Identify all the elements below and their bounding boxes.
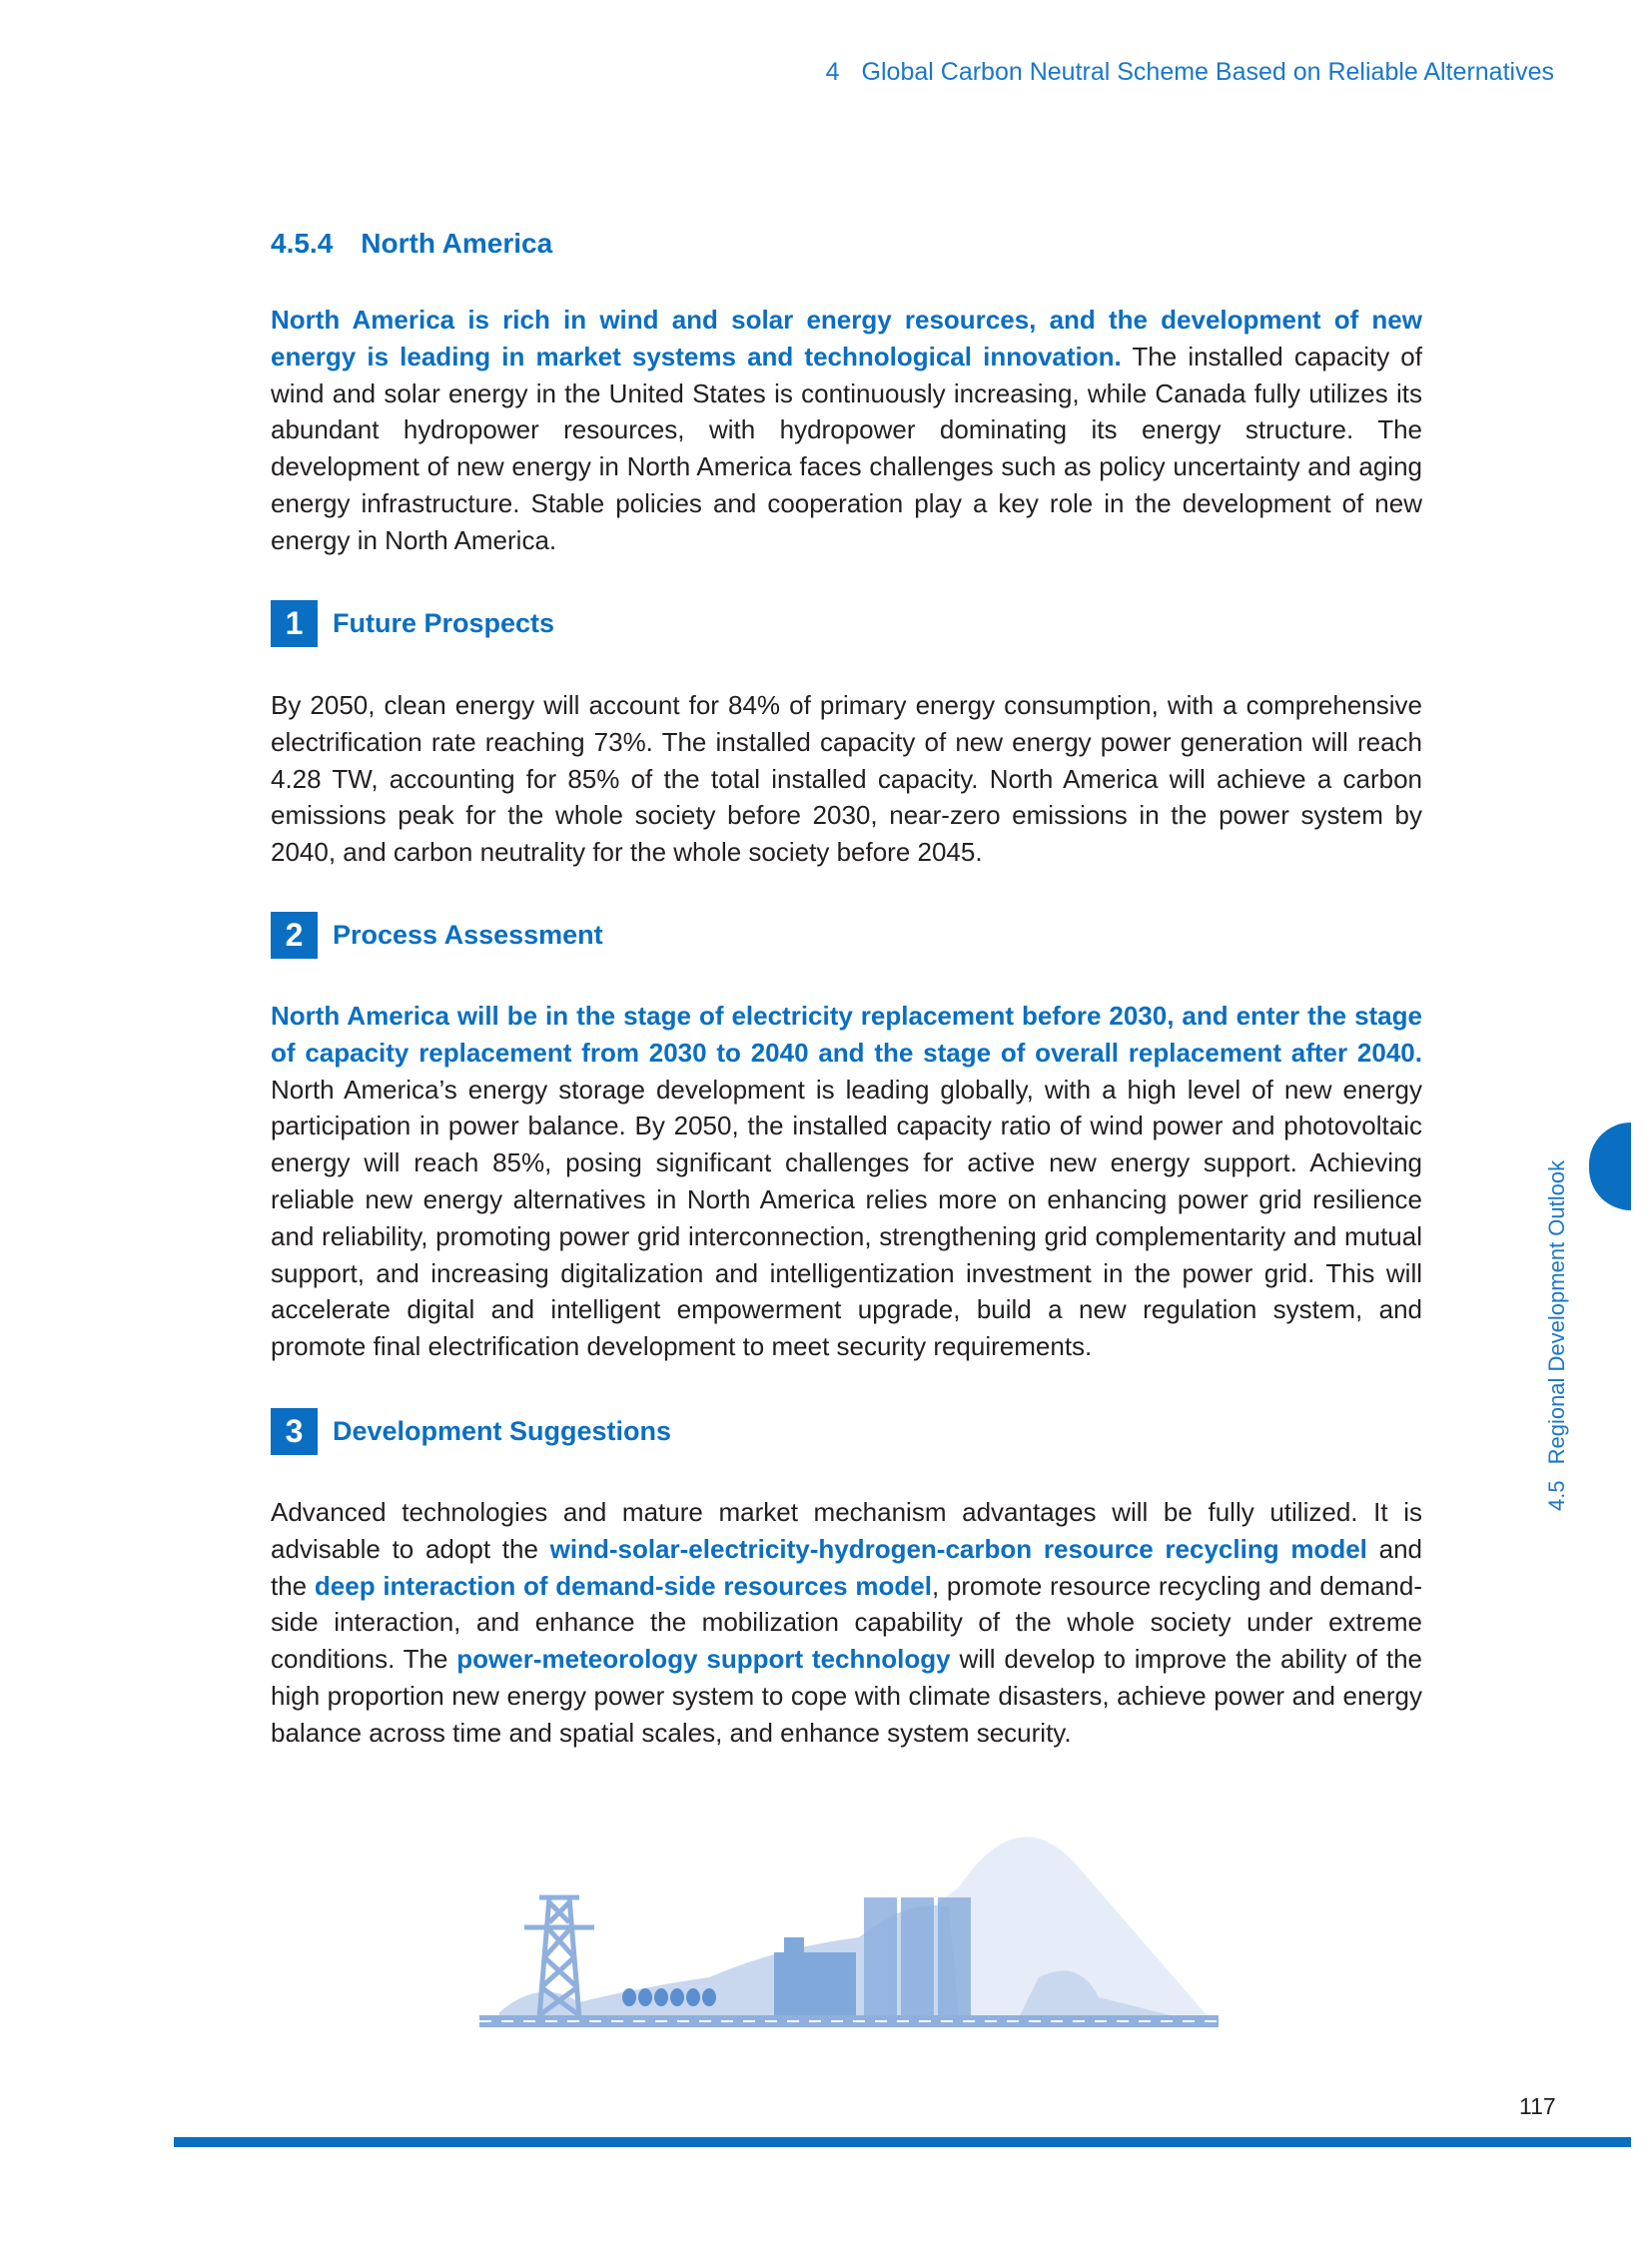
side-section-title: Regional Development Outlook <box>1544 1159 1569 1465</box>
body-text: will develop to improve the ability of the high proportion new energy power system to cope with climate disasters, achieve power and energy balance across time and spatial scales, and enhance system security. <box>271 1644 1422 1748</box>
side-section-number: 4.5 <box>1544 1480 1569 1511</box>
highlight: power-meteorology support technology <box>456 1644 951 1675</box>
subsection-title: Development Suggestions <box>333 1416 672 1446</box>
number-badge: 2 <box>271 912 318 959</box>
subsection-heading-3 <box>271 1408 671 1455</box>
number-badge: 3 <box>271 1408 318 1455</box>
body-text: and the <box>271 1533 1422 1601</box>
section-number: 4.5.4 <box>271 228 334 259</box>
page-number: 117 <box>1519 2093 1556 2119</box>
chapter-tab-marker <box>1589 1122 1631 1210</box>
side-chapter-label <box>1544 1160 1570 1511</box>
subsection-heading-1 <box>271 600 554 647</box>
intro-text: The installed capacity of wind and solar energy in the United States is continuously increasing, while Canada fully utilizes its abundant hydropower resources, with hydropower dominating its energy structure. The development of new energy in North America faces challenges such as policy uncertainty and aging energy infrastructure. Stable policies and cooperation play a key role in the development of new energy in North America. <box>271 341 1422 555</box>
energy-city-illustration <box>479 1828 1219 2027</box>
chapter-title: Global Carbon Neutral Scheme Based on Reliable Alternatives <box>861 58 1554 86</box>
intro-highlight: North America is rich in wind and solar energy resources, and the development of new energy is leading in market systems and technological innovation. <box>271 305 1422 372</box>
section-heading <box>271 228 552 260</box>
skyscrapers <box>864 1897 971 2019</box>
highlight: North America will be in the stage of electricity replacement before 2030, and enter the stage of capacity replacement from 2030 to 2040 and the stage of overall replacement after 2040. <box>271 1001 1422 1068</box>
footer-bar <box>174 2137 1631 2147</box>
subsection-heading-2 <box>271 912 603 959</box>
future-prospects-paragraph: By 2050, clean energy will account for 84% of primary energy consumption, with a comprehensive electrification rate reaching 73%. The installed capacity of new energy power generation will reach 4.28 TW, accounting for 85% of the total installed capacity. North America will achieve a carbon emissions peak for the whole society before 2030, near-zero emissions in the power system by 2040, and carbon neutrality for the whole society before 2045. <box>271 690 1422 868</box>
intro-paragraph <box>271 302 1422 559</box>
highlight: deep interaction of demand-side resources model <box>314 1570 932 1601</box>
body-text: Advanced technologies and mature market mechanism advantages will be fully utilized. It is advisable to adopt the <box>271 1497 1422 1564</box>
body-text: , promote resource recycling and demand-side interaction, and enhance the mobilization capability of the whole society under extreme conditions. The <box>271 1570 1422 1675</box>
subsection-title: Future Prospects <box>333 608 555 638</box>
process-assessment-paragraph <box>271 998 1422 1365</box>
body-text: North America’s energy storage development is leading globally, with a high level of new energy participation in power balance. By 2050, the installed capacity ratio of wind power and photovoltaic energy will reach 85%, posing significant challenges for active new energy support. Achieving reliable new energy alternatives in North America relies more on enhancing power grid resilience and reliability, promoting power grid interconnection, strengthening grid complementarity and mutual support, and increasing digitalization and intelligentization investment in the power grid. This will accelerate digital and intelligent empowerment upgrade, build a new regulation system, and promote final electrification development to meet security requirements. <box>271 1074 1422 1362</box>
highlight: wind-solar-electricity-hydrogen-carbon resource recycling model <box>549 1533 1367 1564</box>
running-header <box>826 58 1554 87</box>
number-badge: 1 <box>271 600 318 647</box>
subsection-title: Process Assessment <box>333 920 603 950</box>
section-title: North America <box>361 228 553 259</box>
chapter-number: 4 <box>825 58 840 86</box>
development-suggestions-paragraph <box>271 1494 1422 1752</box>
